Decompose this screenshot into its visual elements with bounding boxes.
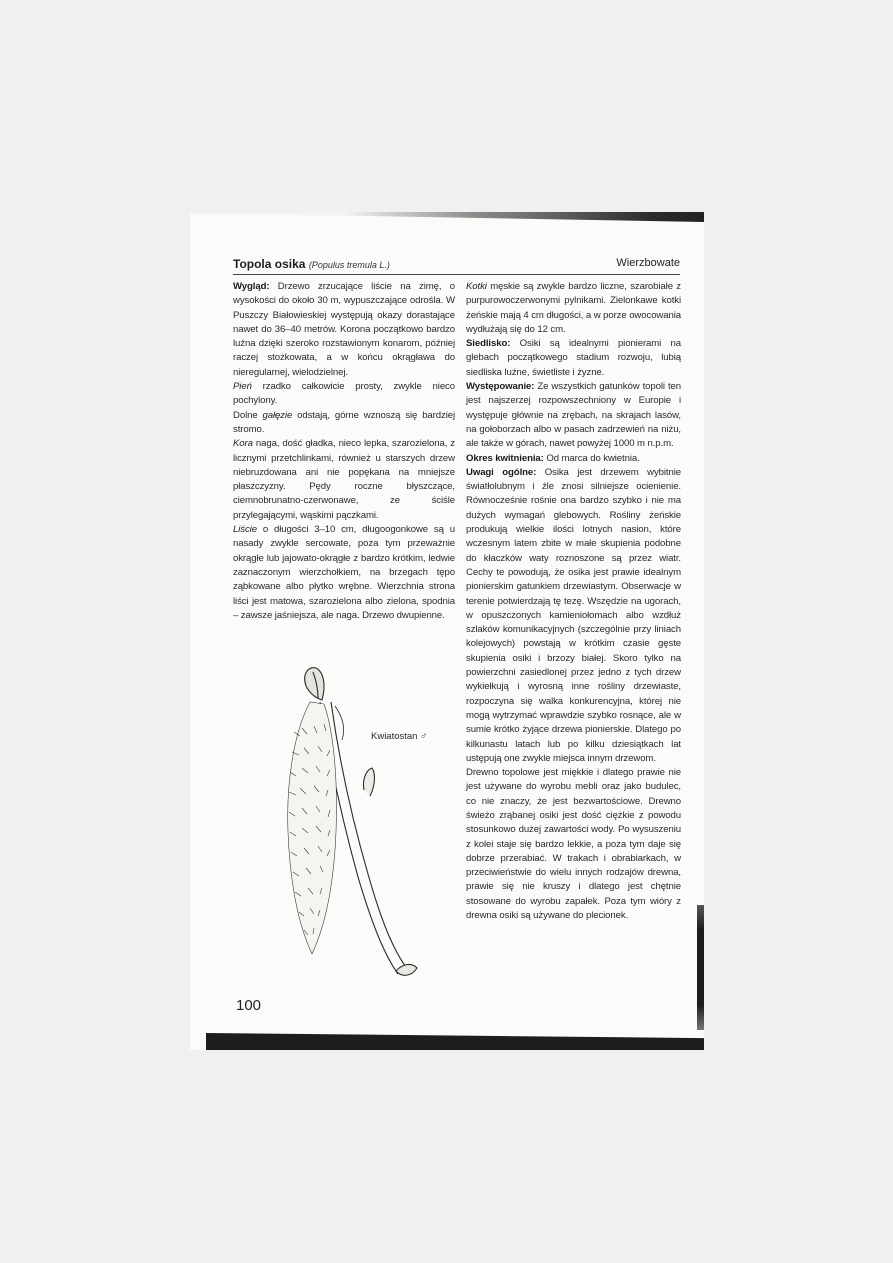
text-okres: Od marca do kwietnia.	[546, 452, 640, 464]
term-kora: Kora	[233, 438, 253, 450]
family-name: Wierzbowate	[616, 257, 680, 269]
text-uwagi: Osika jest drzewem wybitnie światłolubnym i źle znosi silniejsze ocienienie. Równocześnie rośnie ona bardzo szybko i nie ma dużych wymagań glebowych. Rośliny żeńskie produkują wielkie ilości lotnych nasion, które wczesnym latem zbite w małe skupienia podobne do kłaczków waty roznoszone są przez wiatr. Cechy te powodują, że osika jest prawie idealnym pionierskim gatunkiem drzewiastym. Obserwacje w terenie potwierdzają tę tezę. Wszędzie na ugorach, w opuszczonych kamieniołomach albo wzdłuż szlaków komunikacyjnych (szczególnie przy liniach kolejowych) powstają w krótkim czasie gęste skupienia osiki i brzozy białej. Skoro tylko na powierzchni zasiedlonej przez jedno z tych drzew wykiełkują i wyrosną inne rośliny drzewiaste, rozpoczyna się walka konkurencyjna, której nie mogą wytrzymać wprawdzie szybko rosnące, ale w sumie krótko żyjące drzewa pionierskie. Dlatego po kilkunastu latach lub po kilku dziesiątkach lat ustępują one zwykle miejsca innym drzewom.	[466, 466, 681, 764]
term-kotki: Kotki	[466, 281, 487, 292]
text-kora: naga, dość gładka, nieco lepka, szarozielona, z licznymi przetchlinkami, również u starszych drzew niebruzdowana ani nie popękana na mniejsze płaszczyzny. Pędy roczne błyszczące, ciemnobrunatno-czerwonawe, ze ściśle przylegającymi, wąskimi pączkami.	[233, 438, 455, 521]
text-siedlisko: Osiki są idealnymi pionierami na glebach początkowego stadium rozwoju, lubią siedliska luźne, świetliste i żyzne.	[466, 338, 681, 378]
page-number: 100	[236, 997, 262, 1014]
heading-okres: Okres kwitnienia:	[466, 452, 544, 464]
text-kotki: męskie są zwykle bardzo liczne, szarobiałe z purpurowoczerwonymi pylnikami. Zielonkawe kotki żeńskie mają 4 cm długości, a w porze owocowania wydłużają się do 12 cm.	[466, 281, 681, 335]
text-galezie: odstają, górne wznoszą się bardziej stromo.	[233, 409, 455, 435]
paragraph-wyglad	[233, 280, 455, 380]
term-pien: Pień	[233, 381, 252, 393]
heading-wyglad: Wygląd:	[233, 281, 270, 292]
text-drewno: Drewno topolowe jest miękkie i dlatego prawie nie jest używane do wyrobu mebli oraz jako budulec, co nie znaczy, że jest bezwartościowe. Drewno świeżo zrąbanej osiki jest dość ciężkie z powodu stosunkowo dużej zawartości wody. Po wysuszeniu z kolei staje się bardzo lekkie, a poza tym daje się dobrze przerabiać. W trakach i obrabiarkach, w przeciwieństwie do wielu innych rodzajów drewna, prawie się nie kruszy i dlatego jest chętnie stosowane do wyrobu zapałek. Poza tym wióry z drewna osiki są używane do plecionek.	[466, 767, 681, 922]
paragraph-liscie	[233, 523, 455, 623]
paragraph-galezie	[233, 409, 455, 438]
latin-name: (Populus tremula L.)	[308, 260, 390, 270]
paragraph-drewno	[466, 766, 681, 923]
text-wystepowanie: Ze wszystkich gatunków topoli ten jest najszerzej rozpowszechniony w Europie i występuje głównie na zrębach, na skrajach lasów, na gołoborzach albo w pasach zadrzewień na niżu, ale także w górach, nawet powyżej 1000 m n.p.m.	[466, 381, 681, 450]
paragraph-uwagi	[466, 466, 681, 766]
text-liscie: o długości 3–10 cm, długoogonkowe są u nasady zwykle sercowate, poza tym przeważnie okrągłe lub jajowato-okrągłe z bardzo krótkim, ledwie zaznaczonym wierzchołkiem, na brzegach tępo ząbkowane albo płytko wrębne. Wierzchnia strona liści jest matowa, szarozielona albo zielona, spodnia – zawsze jaśniejsza, ale naga. Drzewo dwupienne.	[233, 524, 455, 621]
heading-wystepowanie: Występowanie:	[466, 381, 535, 393]
illustration-label: Kwiatostan ♂	[371, 731, 428, 742]
catkin-illustration	[280, 662, 428, 980]
paragraph-okres	[466, 452, 681, 466]
text-pien: rzadko całkowicie prosty, zwykle nieco pochylony.	[233, 381, 455, 407]
text-wyglad: Drzewo zrzucające liście na zimę, o wysokości do około 30 m, wypuszczające odrośla. W Puszczy Białowieskiej występują okazy dorastające nawet do 36–40 metrów. Korona początkowo bardzo luźna dzięki szeroko rozstawionym konarom, później raczej stożkowata, a w końcu okrągława do nieregularnej, wielodzielnej.	[233, 281, 455, 378]
paragraph-kora	[233, 437, 455, 523]
paragraph-siedlisko	[466, 337, 681, 380]
heading-uwagi: Uwagi ogólne:	[466, 466, 537, 478]
term-galezie: gałęzie	[262, 409, 293, 421]
paragraph-pien	[233, 380, 455, 409]
paragraph-kotki	[466, 280, 681, 337]
heading-siedlisko: Siedlisko:	[466, 338, 511, 350]
paragraph-wystepowanie	[466, 380, 681, 451]
scan-shadow-right	[697, 905, 704, 1030]
left-column	[233, 280, 455, 623]
catkin-drawing	[288, 702, 337, 954]
page-header	[233, 257, 680, 275]
species-name: Topola osika	[233, 257, 306, 271]
term-liscie: Liście	[233, 524, 257, 536]
species-title	[233, 257, 390, 271]
right-column	[466, 280, 681, 923]
prefix-galezie: Dolne	[233, 409, 258, 421]
